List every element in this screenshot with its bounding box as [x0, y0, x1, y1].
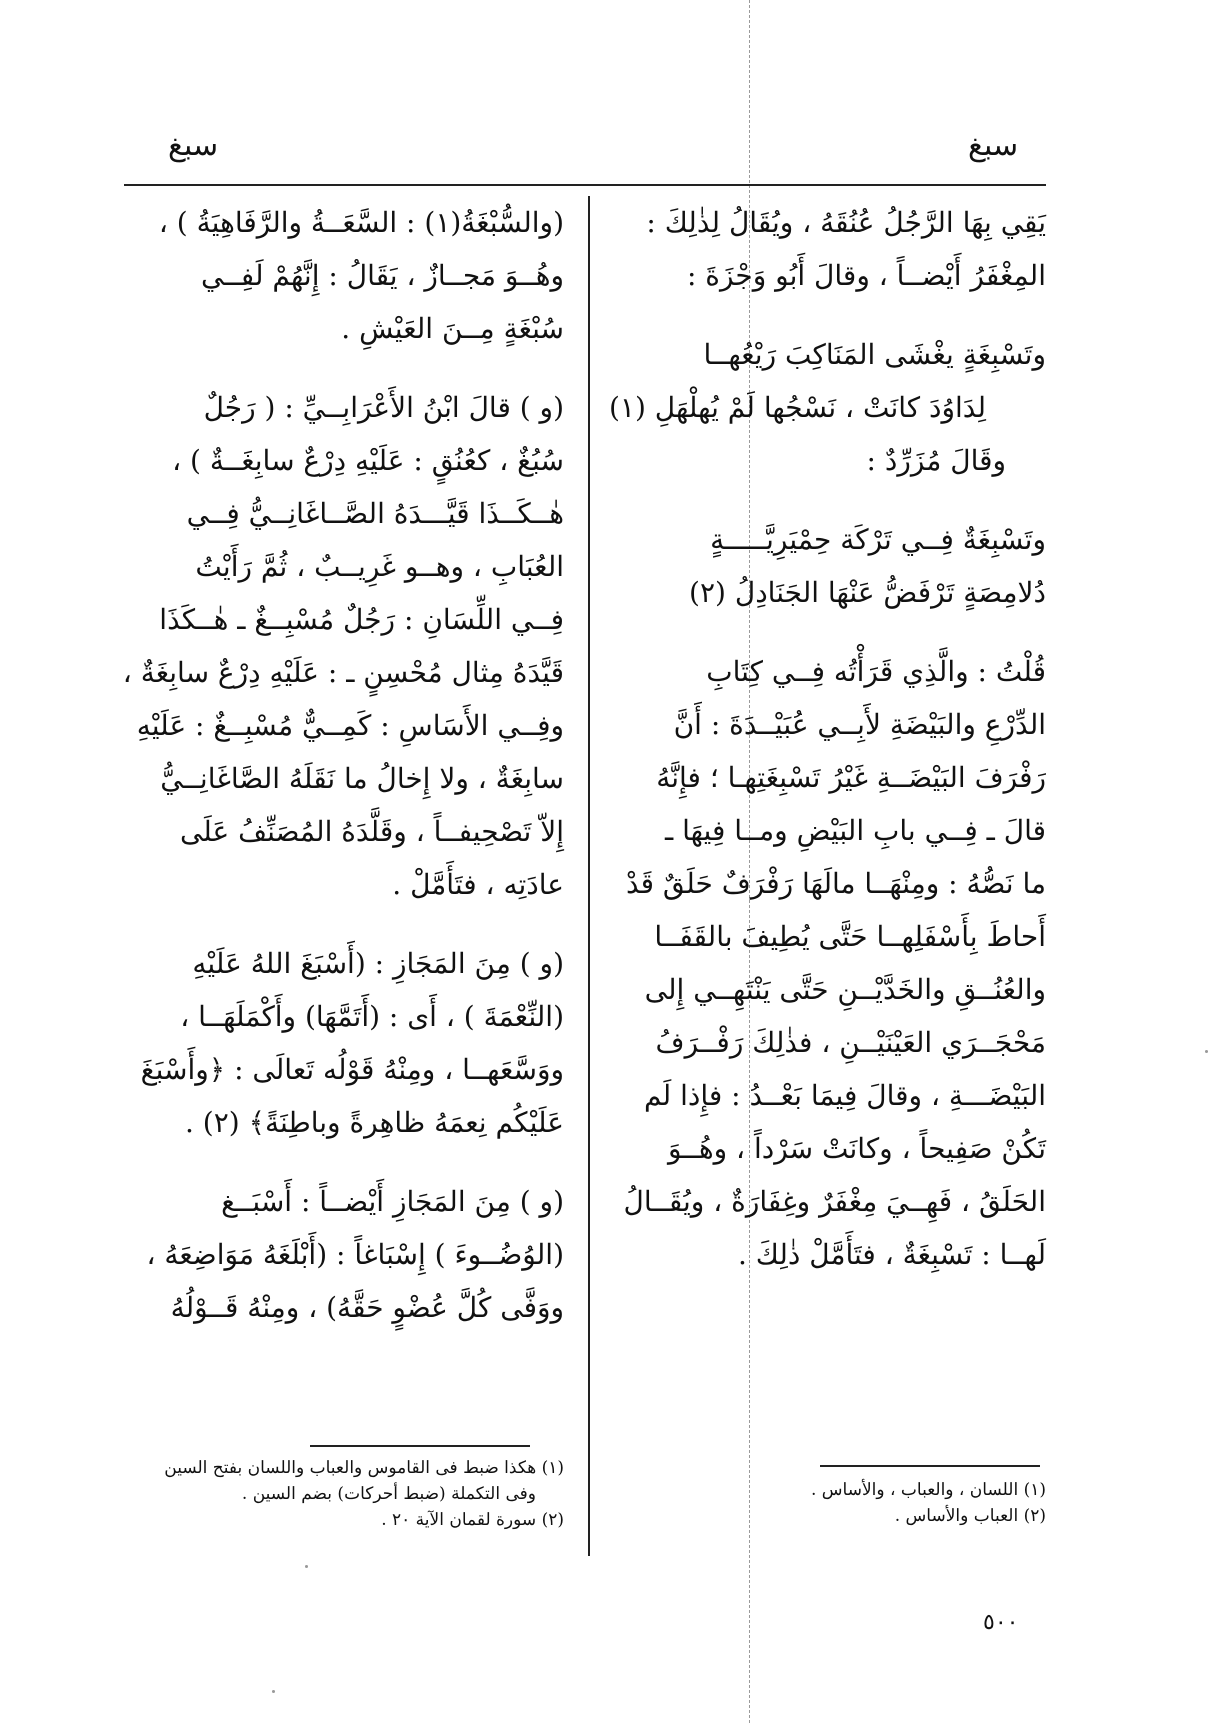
- text-line: ووَفَّى كُلَّ عُضْوٍ حَقَّهُ) ، ومِنْهُ قَــوْلُهُ: [170, 1291, 564, 1324]
- text-line: قالَ ـ فِــي بابِ البَيْضِ ومــا فِيهَا ـ: [664, 814, 1046, 847]
- text-line: الحَلَقُ ، فَهِــيَ مِغْفَرٌ وغِفَارَةٌ ، ويُقَــالُ: [623, 1185, 1046, 1218]
- footnote: وفى التكملة (ضبط أحركات) بضم السين .: [241, 1484, 536, 1504]
- text-line: مَحْجَــرَي العَيْنَيْــنِ ، فذٰلِكَ رَفْــرَفُ: [655, 1026, 1046, 1059]
- text-line: ما نَصُّهُ : ومِنْهَــا مالَهَا رَفْرَفٌ حَلَقٌ قَدْ: [625, 867, 1046, 900]
- scan-speck: [305, 1565, 308, 1568]
- poem-verse: وتَسْبِغَةٍ يغْشَى المَنَاكِبَ رَيْعُهــا: [703, 338, 1046, 371]
- text-line: (و ) مِنَ المَجَازِ أَيْضــاً : أَسْبَــغ: [221, 1185, 564, 1218]
- header-root-word-left: سبغ: [168, 128, 219, 163]
- text-line: عَلَيْكُم نِعمَهُ ظاهِرةً وباطِنَةً﴾ (٢) .: [184, 1106, 564, 1139]
- text-line: سُبُغٌ ، كعُنُقٍ : عَلَيْهِ دِرْعٌ سابِغَــةٌ ) ،: [172, 444, 564, 477]
- footnote: (٢) سورة لقمان الآية ٢٠ .: [381, 1510, 564, 1530]
- text-line: أَحاطَ بِأَسْفَلِهــا حَتَّى يُطِيفَ بالقَفَــا: [654, 920, 1046, 953]
- footnote-rule-left: [310, 1445, 530, 1447]
- text-line: سُبْغَةٍ مِــنَ العَيْشِ .: [341, 312, 564, 345]
- text-line: رَفْرَفَ البَيْضَــةِ غَيْرُ تَسْبِغَتِهـا ؛ فإِنَّهُ: [656, 761, 1046, 794]
- text-line: إِلاّ تَصْحِيفــاً ، وقَلَّدَهُ المُصَنِّفُ عَلَى: [179, 815, 564, 848]
- footnotes-left: [124, 1455, 564, 1533]
- poem-verse: دُلامِصَةٍ تَرْفَضُّ عَنْهَا الجَنَادِلُ (٢): [689, 576, 1046, 609]
- text-line: (و ) قالَ ابْنُ الأَعْرَابِــيِّ : ( رَجُلٌ: [203, 391, 564, 424]
- header-root-word-right: سبغ: [968, 128, 1019, 163]
- text-line: وفِــي الأَسَاسِ : كَمِــيٌّ مُسْبِــغٌ : عَلَيْهِ: [136, 709, 564, 742]
- text-line: تَكُنْ صَفِيحاً ، وكانَتْ سَرْداً ، وهُــوَ: [667, 1132, 1046, 1165]
- text-line: (و ) مِنَ المَجَازِ : (أَسْبَغَ اللهُ عَلَيْهِ: [192, 947, 564, 980]
- text-line: المِغْفَرُ أَيْضــاً ، وقالَ أَبُو وَجْزَةَ :: [686, 259, 1046, 292]
- text-line: العُبَابِ ، وهــو غَرِيــبٌ ، ثُمَّ رَأَيْتُ: [195, 550, 564, 583]
- text-line: عادَتِه ، فتَأَمَّلْ .: [392, 868, 564, 901]
- text-line: هٰــكَــذَا قَيَّـــدَهُ الصَّــاغَانِــيُّ فِــي: [186, 497, 564, 530]
- scan-speck: [1205, 1050, 1208, 1053]
- text-line: البَيْضَـــةِ ، وقالَ فِيمَا بَعْــدُ : فإِذا لَم: [644, 1079, 1046, 1112]
- text-line: (النِّعْمَةَ ) ، أَى : (أَتَمَّهَا) وأَكْمَلَهَــا ،: [180, 1000, 564, 1033]
- footnote: (٢) العباب والأساس .: [894, 1506, 1046, 1526]
- text-line: (الوُضُــوءَ ) إِسْبَاغاً : (أَبْلَغَهُ مَوَاضِعَهُ ،: [146, 1238, 564, 1271]
- text-line: ووَسَّعَهــا ، ومِنْهُ قَوْلُه تَعالَى : ﴿وأَسْبَغَ: [140, 1053, 564, 1086]
- text-line: لَهــا : تَسْبِغَةٌ ، فتَأَمَّلْ ذٰلِكَ .: [737, 1238, 1046, 1271]
- text-line: والعُنُــقِ والخَدَّيْــنِ حَتَّى يَنْتَهِــي إِلى: [644, 973, 1046, 1006]
- text-line: (والسُّبْغَةُ(١) : السَّعَــةُ والرَّفَاهِيَةُ ) ،: [158, 206, 564, 239]
- text-line: قَيَّدَهُ مِثال مُحْسِنٍ ـ : عَلَيْهِ دِرْعٌ سابِغَةٌ ،: [122, 656, 564, 689]
- scan-speck: [272, 1690, 275, 1693]
- right-column: [608, 196, 1046, 1281]
- poem-verse: وتَسْبِغَةٌ فِــي تَرْكَة حِمْيَرِيَّـــــةٍ: [710, 523, 1046, 556]
- poem-verse: لِدَاوُدَ كانَتْ ، نَسْجُها لَمْ يُهلْهَلِ (١): [608, 391, 986, 424]
- text-line: يَقِي بِهَا الرَّجُلُ عُنُقَهُ ، ويُقَالُ لِذٰلِكَ :: [646, 206, 1046, 239]
- text-line: سابِغَةٌ ، ولا إِخالُ ما نَقَلَهُ الصَّاغَانِــيُّ: [160, 762, 564, 795]
- text-line: قُلْتُ : والَّذِي قَرَأْتُه فِــي كِتَابِ: [706, 655, 1046, 688]
- footnote: (١) هكذا ضبط فى القاموس والعباب واللسان بفتح السين: [164, 1458, 564, 1478]
- column-divider: [588, 196, 590, 1556]
- header-rule: [124, 184, 1046, 186]
- text-line: الدِّرْعِ والبَيْضَةِ لأَبِــي عُبَيْــدَةَ : أَنَّ: [673, 708, 1046, 741]
- footnote-rule-right: [820, 1465, 1040, 1467]
- left-column: [124, 196, 564, 1334]
- page-number: ٥٠٠: [983, 1610, 1019, 1635]
- poet-intro: وقَالَ مُزَرِّدٌ :: [866, 444, 1006, 477]
- footnotes-right: [626, 1477, 1046, 1529]
- footnote: (١) اللسان ، والعباب ، والأساس .: [810, 1480, 1046, 1500]
- text-line: فِــي اللِّسَانِ : رَجُلٌ مُسْبِــغٌ ـ هٰــكَذَا: [159, 603, 564, 636]
- text-line: وهُــوَ مَجــازٌ ، يَقَالُ : إِنَّهُمْ لَفِــي: [201, 259, 564, 292]
